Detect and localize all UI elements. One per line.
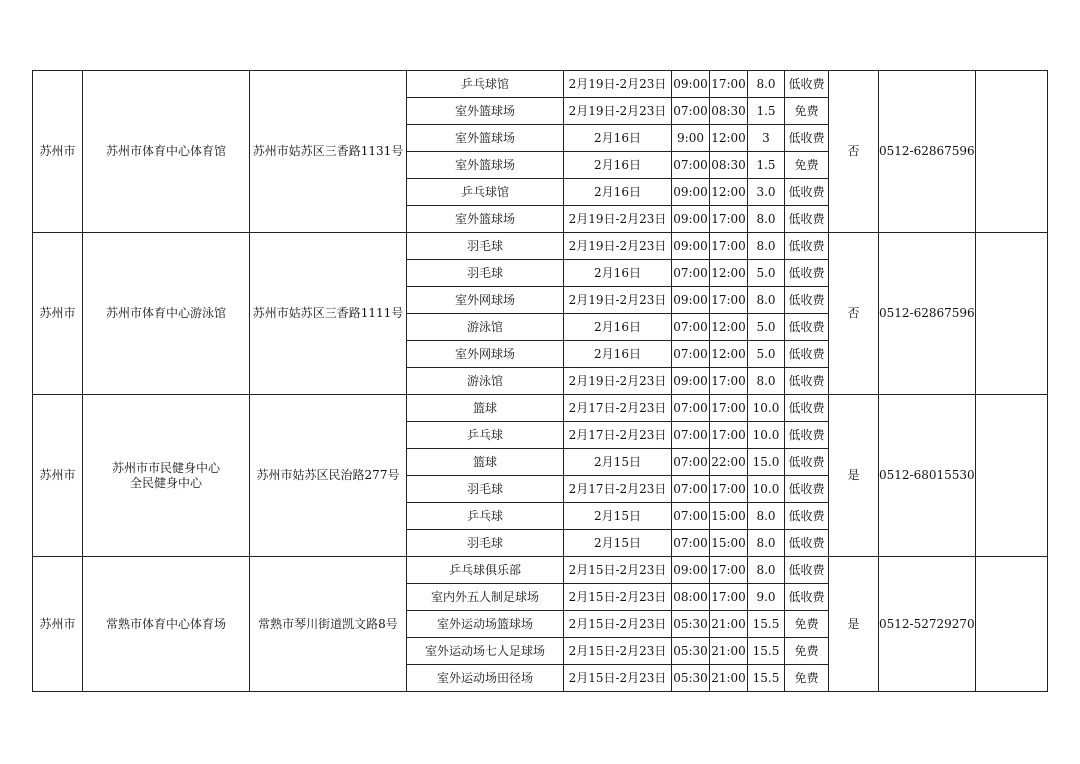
facility-cell: 羽毛球 — [407, 260, 564, 287]
date-range-cell: 2月16日 — [564, 341, 672, 368]
fee-type-cell: 低收费 — [785, 206, 829, 233]
fee-type-cell: 免费 — [785, 98, 829, 125]
facility-cell: 游泳馆 — [407, 314, 564, 341]
fee-type-cell: 低收费 — [785, 503, 829, 530]
date-range-cell: 2月15日-2月23日 — [564, 611, 672, 638]
facility-cell: 羽毛球 — [407, 530, 564, 557]
reservation-required-cell: 否 — [829, 71, 879, 233]
venue-name-line: 苏州市体育中心游泳馆 — [105, 306, 226, 320]
fee-type-cell: 低收费 — [785, 125, 829, 152]
fee-type-cell: 免费 — [785, 665, 829, 692]
venue-address-cell: 苏州市姑苏区三香路1111号 — [250, 233, 407, 395]
fee-type-cell: 低收费 — [785, 260, 829, 287]
fee-type-cell: 低收费 — [785, 530, 829, 557]
price-cell: 8.0 — [748, 287, 785, 314]
date-range-cell: 2月16日 — [564, 260, 672, 287]
date-range-cell: 2月19日-2月23日 — [564, 206, 672, 233]
table-row — [33, 395, 1048, 422]
end-time-cell: 22:00 — [710, 449, 748, 476]
start-time-cell: 07:00 — [672, 476, 710, 503]
price-cell: 8.0 — [748, 206, 785, 233]
remark-cell — [975, 71, 1047, 233]
facility-cell: 室外篮球场 — [407, 152, 564, 179]
start-time-cell: 07:00 — [672, 98, 710, 125]
price-cell: 5.0 — [748, 314, 785, 341]
start-time-cell: 05:30 — [672, 611, 710, 638]
remark-cell — [975, 233, 1047, 395]
facility-cell: 室外运动场篮球场 — [407, 611, 564, 638]
start-time-cell: 07:00 — [672, 152, 710, 179]
price-cell: 3 — [748, 125, 785, 152]
facility-cell: 乒乓球馆 — [407, 179, 564, 206]
fee-type-cell: 低收费 — [785, 71, 829, 98]
date-range-cell: 2月19日-2月23日 — [564, 233, 672, 260]
start-time-cell: 07:00 — [672, 314, 710, 341]
end-time-cell: 08:30 — [710, 152, 748, 179]
end-time-cell: 15:00 — [710, 530, 748, 557]
date-range-cell: 2月16日 — [564, 179, 672, 206]
facility-cell: 乒乓球俱乐部 — [407, 557, 564, 584]
end-time-cell: 17:00 — [710, 395, 748, 422]
end-time-cell: 17:00 — [710, 557, 748, 584]
end-time-cell: 12:00 — [710, 179, 748, 206]
date-range-cell: 2月19日-2月23日 — [564, 71, 672, 98]
facility-cell: 室外网球场 — [407, 287, 564, 314]
date-range-cell: 2月16日 — [564, 125, 672, 152]
facility-cell: 乒乓球馆 — [407, 71, 564, 98]
phone-cell: 0512-68015530 — [879, 395, 976, 557]
end-time-cell: 12:00 — [710, 314, 748, 341]
facility-cell: 乒乓球 — [407, 503, 564, 530]
date-range-cell: 2月15日-2月23日 — [564, 638, 672, 665]
price-cell: 8.0 — [748, 503, 785, 530]
fee-type-cell: 低收费 — [785, 449, 829, 476]
city-cell: 苏州市 — [33, 557, 83, 692]
end-time-cell: 08:30 — [710, 98, 748, 125]
reservation-required-cell: 否 — [829, 233, 879, 395]
start-time-cell: 09:00 — [672, 557, 710, 584]
reservation-required-cell: 是 — [829, 395, 879, 557]
end-time-cell: 17:00 — [710, 206, 748, 233]
price-cell: 5.0 — [748, 341, 785, 368]
reservation-required-cell: 是 — [829, 557, 879, 692]
end-time-cell: 21:00 — [710, 638, 748, 665]
end-time-cell: 12:00 — [710, 260, 748, 287]
table-row — [33, 71, 1048, 98]
venue-address-cell: 常熟市琴川街道凯文路8号 — [250, 557, 407, 692]
date-range-cell: 2月16日 — [564, 152, 672, 179]
start-time-cell: 9:00 — [672, 125, 710, 152]
city-cell: 苏州市 — [33, 395, 83, 557]
end-time-cell: 12:00 — [710, 341, 748, 368]
facility-cell: 篮球 — [407, 395, 564, 422]
fee-type-cell: 低收费 — [785, 395, 829, 422]
facility-cell: 室外网球场 — [407, 341, 564, 368]
venue-schedule-table — [32, 70, 1048, 692]
date-range-cell: 2月15日 — [564, 449, 672, 476]
end-time-cell: 17:00 — [710, 287, 748, 314]
price-cell: 10.0 — [748, 476, 785, 503]
facility-cell: 乒乓球 — [407, 422, 564, 449]
start-time-cell: 09:00 — [672, 71, 710, 98]
fee-type-cell: 低收费 — [785, 584, 829, 611]
facility-cell: 室外篮球场 — [407, 98, 564, 125]
fee-type-cell: 低收费 — [785, 476, 829, 503]
city-cell: 苏州市 — [33, 71, 83, 233]
end-time-cell: 17:00 — [710, 584, 748, 611]
price-cell: 1.5 — [748, 98, 785, 125]
remark-cell — [975, 557, 1047, 692]
fee-type-cell: 低收费 — [785, 557, 829, 584]
venue-name-cell — [83, 71, 250, 233]
fee-type-cell: 低收费 — [785, 314, 829, 341]
price-cell: 8.0 — [748, 71, 785, 98]
venue-name-line: 常熟市体育中心体育场 — [105, 616, 226, 631]
facility-cell: 室外篮球场 — [407, 125, 564, 152]
date-range-cell: 2月15日-2月23日 — [564, 557, 672, 584]
venue-name-line: 苏州市市民健身中心 — [111, 460, 220, 475]
end-time-cell: 21:00 — [710, 665, 748, 692]
start-time-cell: 09:00 — [672, 233, 710, 260]
end-time-cell: 17:00 — [710, 233, 748, 260]
start-time-cell: 07:00 — [672, 530, 710, 557]
fee-type-cell: 低收费 — [785, 341, 829, 368]
price-cell: 5.0 — [748, 260, 785, 287]
date-range-cell: 2月19日-2月23日 — [564, 368, 672, 395]
fee-type-cell: 免费 — [785, 638, 829, 665]
price-cell: 15.5 — [748, 638, 785, 665]
city-cell: 苏州市 — [33, 233, 83, 395]
date-range-cell: 2月15日-2月23日 — [564, 665, 672, 692]
price-cell: 8.0 — [748, 530, 785, 557]
price-cell: 1.5 — [748, 152, 785, 179]
end-time-cell: 17:00 — [710, 422, 748, 449]
price-cell: 3.0 — [748, 179, 785, 206]
facility-cell: 篮球 — [407, 449, 564, 476]
price-cell: 8.0 — [748, 557, 785, 584]
end-time-cell: 15:00 — [710, 503, 748, 530]
venue-name-cell — [83, 557, 250, 692]
end-time-cell: 12:00 — [710, 125, 748, 152]
venue-address-cell: 苏州市姑苏区民治路277号 — [250, 395, 407, 557]
price-cell: 8.0 — [748, 233, 785, 260]
end-time-cell: 21:00 — [710, 611, 748, 638]
end-time-cell: 17:00 — [710, 368, 748, 395]
phone-cell: 0512-52729270 — [879, 557, 976, 692]
date-range-cell: 2月17日-2月23日 — [564, 395, 672, 422]
fee-type-cell: 低收费 — [785, 233, 829, 260]
price-cell: 8.0 — [748, 368, 785, 395]
facility-cell: 羽毛球 — [407, 476, 564, 503]
price-cell: 15.0 — [748, 449, 785, 476]
price-cell: 10.0 — [748, 422, 785, 449]
fee-type-cell: 免费 — [785, 152, 829, 179]
date-range-cell: 2月19日-2月23日 — [564, 98, 672, 125]
date-range-cell: 2月19日-2月23日 — [564, 287, 672, 314]
price-cell: 9.0 — [748, 584, 785, 611]
fee-type-cell: 低收费 — [785, 179, 829, 206]
date-range-cell: 2月17日-2月23日 — [564, 422, 672, 449]
facility-cell: 羽毛球 — [407, 233, 564, 260]
price-cell: 15.5 — [748, 665, 785, 692]
venue-name-line: 苏州市体育中心体育馆 — [105, 144, 226, 158]
end-time-cell: 17:00 — [710, 476, 748, 503]
fee-type-cell: 低收费 — [785, 368, 829, 395]
start-time-cell: 09:00 — [672, 179, 710, 206]
start-time-cell: 05:30 — [672, 638, 710, 665]
fee-type-cell: 低收费 — [785, 422, 829, 449]
start-time-cell: 07:00 — [672, 449, 710, 476]
date-range-cell: 2月15日-2月23日 — [564, 584, 672, 611]
start-time-cell: 05:30 — [672, 665, 710, 692]
date-range-cell: 2月15日 — [564, 530, 672, 557]
venue-name-line: 全民健身中心 — [129, 475, 202, 490]
date-range-cell: 2月15日 — [564, 503, 672, 530]
table-row — [33, 233, 1048, 260]
facility-cell: 室外运动场七人足球场 — [407, 638, 564, 665]
venue-schedule-body — [33, 71, 1048, 692]
start-time-cell: 07:00 — [672, 395, 710, 422]
remark-cell — [975, 395, 1047, 557]
start-time-cell: 09:00 — [672, 206, 710, 233]
venue-name-cell — [83, 395, 250, 557]
facility-cell: 室外篮球场 — [407, 206, 564, 233]
date-range-cell: 2月17日-2月23日 — [564, 476, 672, 503]
end-time-cell: 17:00 — [710, 71, 748, 98]
facility-cell: 游泳馆 — [407, 368, 564, 395]
table-row — [33, 557, 1048, 584]
date-range-cell: 2月16日 — [564, 314, 672, 341]
facility-cell: 室外运动场田径场 — [407, 665, 564, 692]
start-time-cell: 07:00 — [672, 341, 710, 368]
price-cell: 15.5 — [748, 611, 785, 638]
fee-type-cell: 免费 — [785, 611, 829, 638]
facility-cell: 室内外五人制足球场 — [407, 584, 564, 611]
start-time-cell: 08:00 — [672, 584, 710, 611]
venue-address-cell: 苏州市姑苏区三香路1131号 — [250, 71, 407, 233]
start-time-cell: 09:00 — [672, 287, 710, 314]
price-cell: 10.0 — [748, 395, 785, 422]
start-time-cell: 07:00 — [672, 422, 710, 449]
phone-cell: 0512-62867596 — [879, 233, 976, 395]
start-time-cell: 07:00 — [672, 260, 710, 287]
venue-schedule-sheet — [32, 70, 1048, 692]
start-time-cell: 07:00 — [672, 503, 710, 530]
start-time-cell: 09:00 — [672, 368, 710, 395]
fee-type-cell: 低收费 — [785, 287, 829, 314]
phone-cell: 0512-62867596 — [879, 71, 976, 233]
venue-name-cell — [83, 233, 250, 395]
